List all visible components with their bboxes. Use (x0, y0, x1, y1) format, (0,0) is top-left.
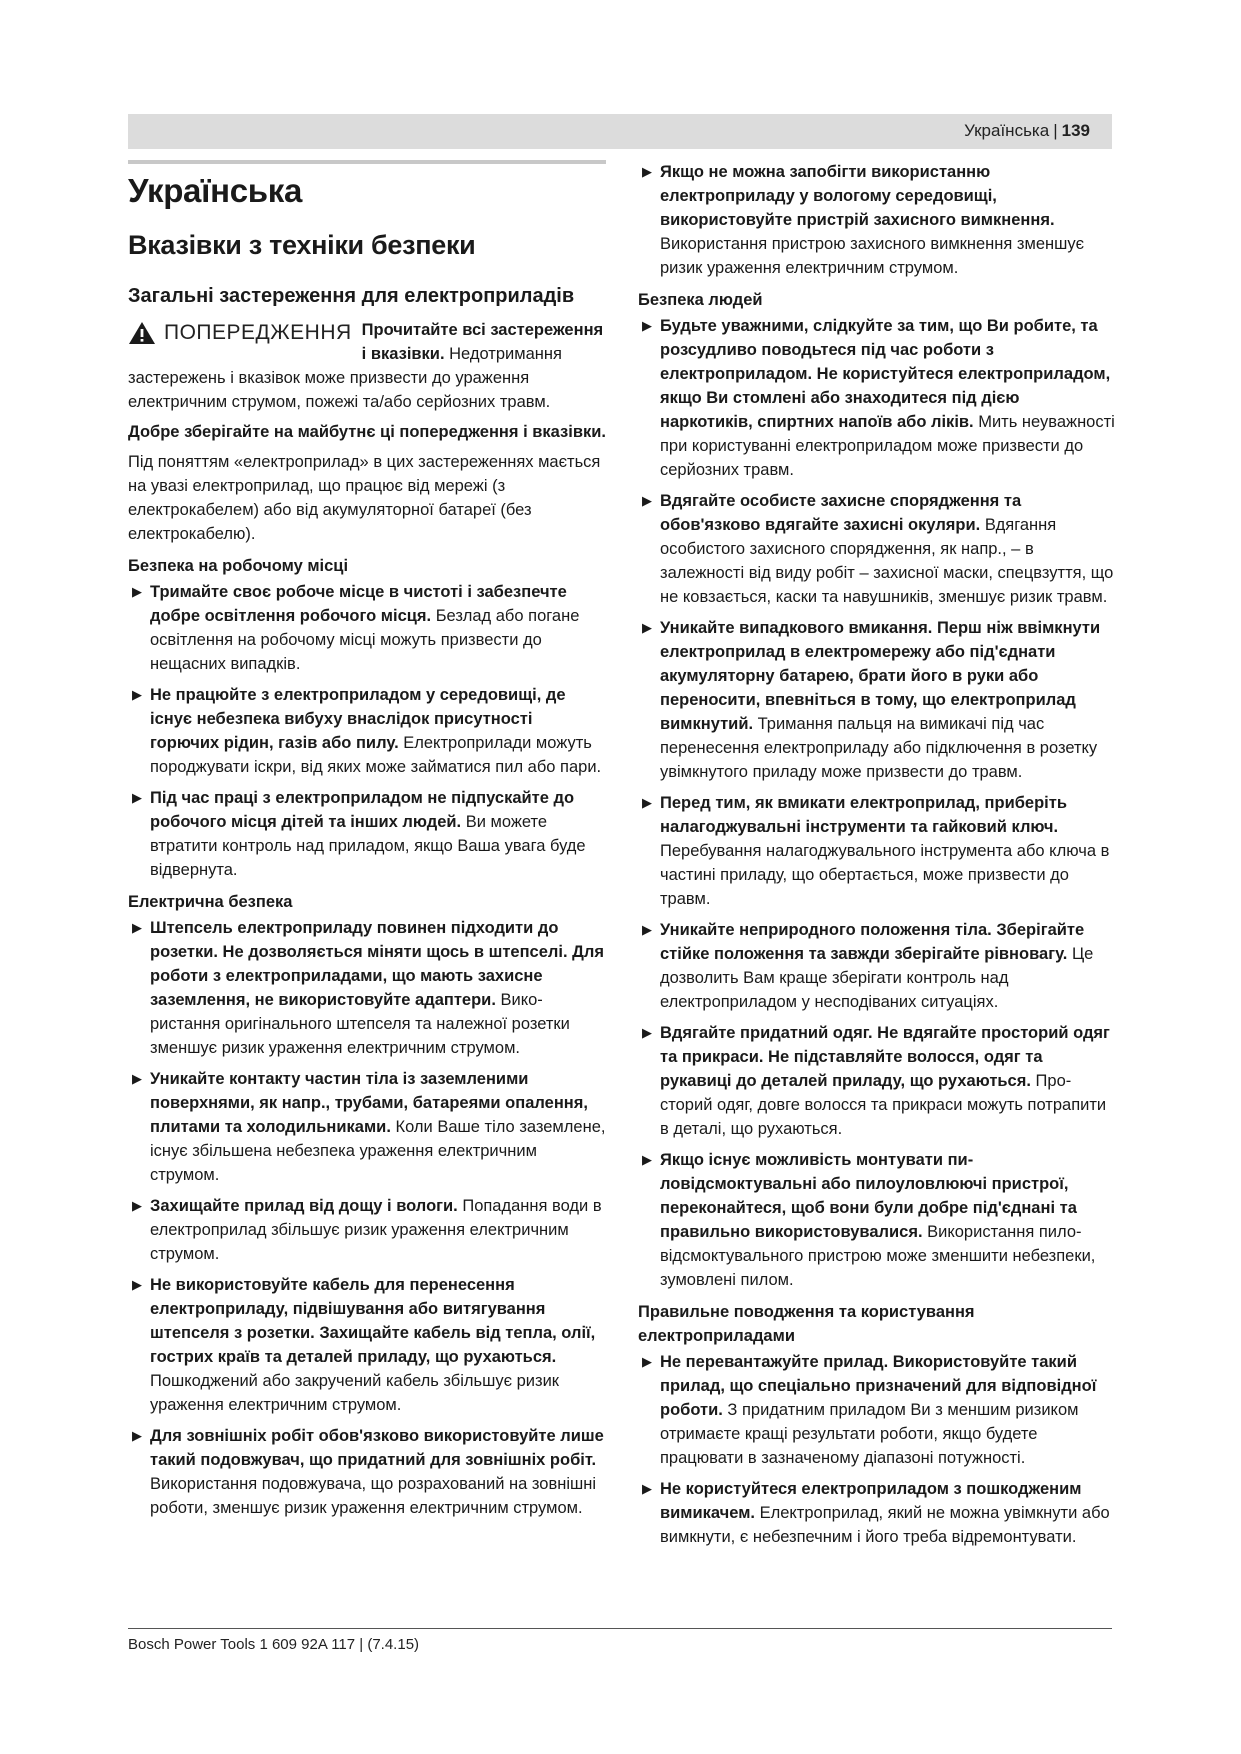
item-text: Пошкоджений або закручений кабель збільшує ризик ураження електричним струмом. (150, 1372, 560, 1414)
item-text: Тримання пальця на вимикачі під час перенесення електроприладу або підключення в розетку увімкнутого приладу може призвести до травм. (660, 715, 1098, 781)
usage-heading: Правильне поводження та користування електроприладами (638, 1303, 975, 1345)
header-language: Українська (964, 121, 1050, 140)
item-text: Використання оригінального штепселя та належної розетки зменшує ризик ураження електричним струмом. (150, 991, 570, 1057)
bullet-arrow-icon: ▶ (642, 1025, 652, 1040)
warning-triangle-icon (128, 321, 156, 345)
page-header-bar (128, 114, 1112, 149)
bullet-arrow-icon: ▶ (132, 790, 142, 805)
item-bold: Не використовуйте кабель для перенесення електроприладу, підвішування або витягування штепселя з розетки. Захищайте кабель від тепла, олії, гострих країв та деталей приладу, що рухаються. (150, 1276, 596, 1366)
list-item (638, 1477, 1116, 1549)
sub-heading: Загальні застереження для електроприладів (128, 285, 575, 307)
item-bold: Якщо не можна запобігти використанню електроприладу у вологому середовищі, використовуйте пристрій захисного вимкнення. (660, 163, 1055, 229)
bullet-arrow-icon: ▶ (642, 1152, 652, 1167)
workplace-heading: Безпека на робочому місці (128, 557, 349, 575)
list-item (128, 580, 606, 676)
item-bold: Уникайте контакту частин тіла із заземленими поверхнями, як напр., трубами, батареями опалення, плитами та холодильниками. (150, 1070, 588, 1136)
bullet-arrow-icon: ▶ (642, 1481, 652, 1496)
item-text: Електроприлад, який не можна увімкнути або вимкнути, є небезпечним і його треба відремонтувати. (660, 1504, 1110, 1546)
item-text: З придатним приладом Ви з меншим ризиком отримаєте кращі результати роботи, якщо будете працювати в зазначеному діапазоні потужності. (660, 1401, 1079, 1467)
item-text: Це дозволить Вам краще зберігати контроль над електроприладом у несподіваних ситуаціях. (660, 945, 1094, 1011)
column-top-rule (128, 160, 606, 164)
item-text: Використання подовжувача, що розрахований на зовнішні роботи, зменшує ризик ураження електричним струмом. (150, 1475, 597, 1517)
warning-text: Недотримання застережень і вказівок може призвести до ураження електричним струмом, пожежі та/або серйозних травм. (128, 345, 562, 411)
item-bold: Якщо існує можливість монтувати пиловідсмоктувальні або пилоуловлюючі пристрої, переконайтеся, щоб вони були добре під'єднані та правильно використовувалися. (660, 1151, 1077, 1241)
bullet-arrow-icon: ▶ (642, 164, 652, 179)
item-text: Просторий одяг, довге волосся та прикраси можуть потрапити в деталі, що рухаються. (660, 1072, 1107, 1138)
list-item (638, 1148, 1116, 1292)
item-text: Безлад або погане освітлення на робочому місці можуть призвести до нещасних випадків. (150, 607, 580, 673)
list-item (638, 1021, 1116, 1141)
bullet-arrow-icon: ▶ (132, 1277, 142, 1292)
item-bold: Не працюйте з електроприладом у середовищі, де існує небезпека вибуху внаслідок присутності горючих рідин, газів або пилу. (150, 686, 566, 752)
item-bold: Не користуйтеся електроприладом з пошкодженим вимикачем. (660, 1480, 1082, 1522)
list-item (128, 786, 606, 882)
item-bold: Вдягайте особисте захисне спорядження та обов'язково вдягайте захисні окуляри. (660, 492, 1022, 534)
item-bold: Штепсель електроприладу повинен підходити до розетки. Не дозволяється міняти щось в штепселі. Для роботи з електроприладами, що мають захисне заземлення, не використовуйте адаптери. (150, 919, 604, 1009)
item-bold: Не перевантажуйте прилад. Використовуйте такий прилад, що спеціально призначений для відповідної роботи. (660, 1353, 1097, 1419)
list-item (638, 918, 1116, 1014)
list-item (638, 489, 1116, 609)
list-item (128, 916, 606, 1060)
bullet-arrow-icon: ▶ (642, 922, 652, 937)
page-number: 139 (1061, 121, 1090, 140)
footer-rule (128, 1628, 1112, 1629)
electrical-list (128, 916, 606, 1520)
item-bold: Перед тим, як вмикати електроприлад, приберіть налагоджувальні інструменти та гайковий ключ. (660, 794, 1067, 836)
people-heading: Безпека людей (638, 291, 763, 309)
item-text: Використання пристрою захисного вимкнення зменшує ризик ураження електричним струмом. (660, 235, 1085, 277)
item-bold: Уникайте випадкового вмикання. Перш ніж ввімкнути електроприлад в електромережу або під'єднати акумуляторну батарею, брати його в руки або переносити, впевніться в тому, що електроприлад вимкнутий. (660, 619, 1101, 733)
warning-label (128, 320, 352, 346)
bullet-arrow-icon: ▶ (132, 1428, 142, 1443)
bullet-arrow-icon: ▶ (642, 1354, 652, 1369)
people-list (638, 314, 1116, 1292)
item-bold: Уникайте неприродного положення тіла. Зберігайте стійке положення та завжди зберігайте рівновагу. (660, 921, 1085, 963)
list-item (638, 616, 1116, 784)
item-bold: Тримайте своє робоче місце в чистоті і забезпечте добре освітлення робочого місця. (150, 583, 567, 625)
item-bold: Будьте уважними, слідкуйте за тим, що Ви робите, та розсудливо поводьтеся під час роботи з електроприладом. Не користуйтеся електроприладом, якщо Ви стомлені або знаходитеся під дією наркотиків, спиртних напоїв або ліків. (660, 317, 1111, 431)
bullet-arrow-icon: ▶ (132, 1198, 142, 1213)
item-text: Мить неуважності при користуванні електроприладом може призвести до серйозних травм. (660, 413, 1115, 479)
list-item (638, 1350, 1116, 1470)
list-item (128, 1424, 606, 1520)
list-item (128, 1273, 606, 1417)
bullet-arrow-icon: ▶ (642, 795, 652, 810)
right-column (638, 160, 1116, 1556)
item-text: Перебування налагоджувального інструмента або ключа в частині приладу, що обертається, може призвести до травм. (660, 842, 1110, 908)
item-text: Попадання води в електроприлад збільшує ризик ураження електричним струмом. (150, 1197, 602, 1263)
list-item (638, 160, 1116, 280)
workplace-list (128, 580, 606, 882)
list-item (638, 791, 1116, 911)
footer-text: Bosch Power Tools 1 609 92A 117 | (7.4.15) (128, 1636, 420, 1653)
item-bold: Вдягайте придатний одяг. Не вдягайте просторий одяг та прикраси. Не підставляйте волосся, одяг та рукавиці до деталей приладу, що рухаються. (660, 1024, 1110, 1090)
left-column (128, 160, 606, 1527)
item-text: Використання пиловідсмоктувального пристрою може зменшити небезпеки, зумовлені пилом. (660, 1223, 1096, 1289)
keep-notice: Добре зберігайте на майбутнє ці попередження і вказівки. (128, 423, 606, 441)
item-text: Вдягання особистого захисного спорядження, як напр., – в залежності від виду робіт – захисної маски, спецвзуття, що не ковзається, каски та навушників, зменшує ризик травм. (660, 516, 1114, 606)
header-separator: | (1053, 121, 1058, 140)
warning-word: ПОПЕРЕДЖЕННЯ (164, 321, 352, 344)
item-bold: Під час праці з електроприладом не підпускайте до робочого місця дітей та інших людей. (150, 789, 575, 831)
usage-list (638, 1350, 1116, 1549)
item-text: Ви можете втратити контроль над приладом, якщо Ваша увага буде відвернута. (150, 813, 586, 879)
list-item (128, 1067, 606, 1187)
warning-block (128, 318, 606, 414)
list-item (638, 314, 1116, 482)
list-item (128, 683, 606, 779)
item-text: Коли Ваше тіло заземлене, існує збільшена небезпека ураження електричним струмом. (150, 1118, 606, 1184)
item-bold: Захищайте прилад від дощу і вологи. (150, 1197, 458, 1215)
bullet-arrow-icon: ▶ (642, 493, 652, 508)
bullet-arrow-icon: ▶ (642, 318, 652, 333)
list-item (128, 1194, 606, 1266)
electrical-heading: Електрична безпека (128, 893, 293, 911)
bullet-arrow-icon: ▶ (132, 584, 142, 599)
main-heading: Вказівки з техніки безпеки (128, 230, 476, 260)
page-header-text (964, 121, 1090, 141)
bullet-arrow-icon: ▶ (132, 687, 142, 702)
language-title: Українська (128, 172, 303, 209)
bullet-arrow-icon: ▶ (132, 920, 142, 935)
bullet-arrow-icon: ▶ (132, 1071, 142, 1086)
item-bold: Для зовнішніх робіт обов'язково використовуйте лише такий подовжувач, що придатний для зовнішніх робіт. (150, 1427, 604, 1469)
warning-bold-text: Прочитайте всі застереження і вказівки. (361, 321, 604, 363)
definition-text: Під поняттям «електроприлад» в цих застереженнях мається на увазі електроприлад, що працює від мережі (з електрокабелем) або від акумуляторної батареї (без електрокабелю). (128, 453, 601, 543)
item-text: Електроприлади можуть породжувати іскри, від яких може займатися пил або пари. (150, 734, 602, 776)
bullet-arrow-icon: ▶ (642, 620, 652, 635)
